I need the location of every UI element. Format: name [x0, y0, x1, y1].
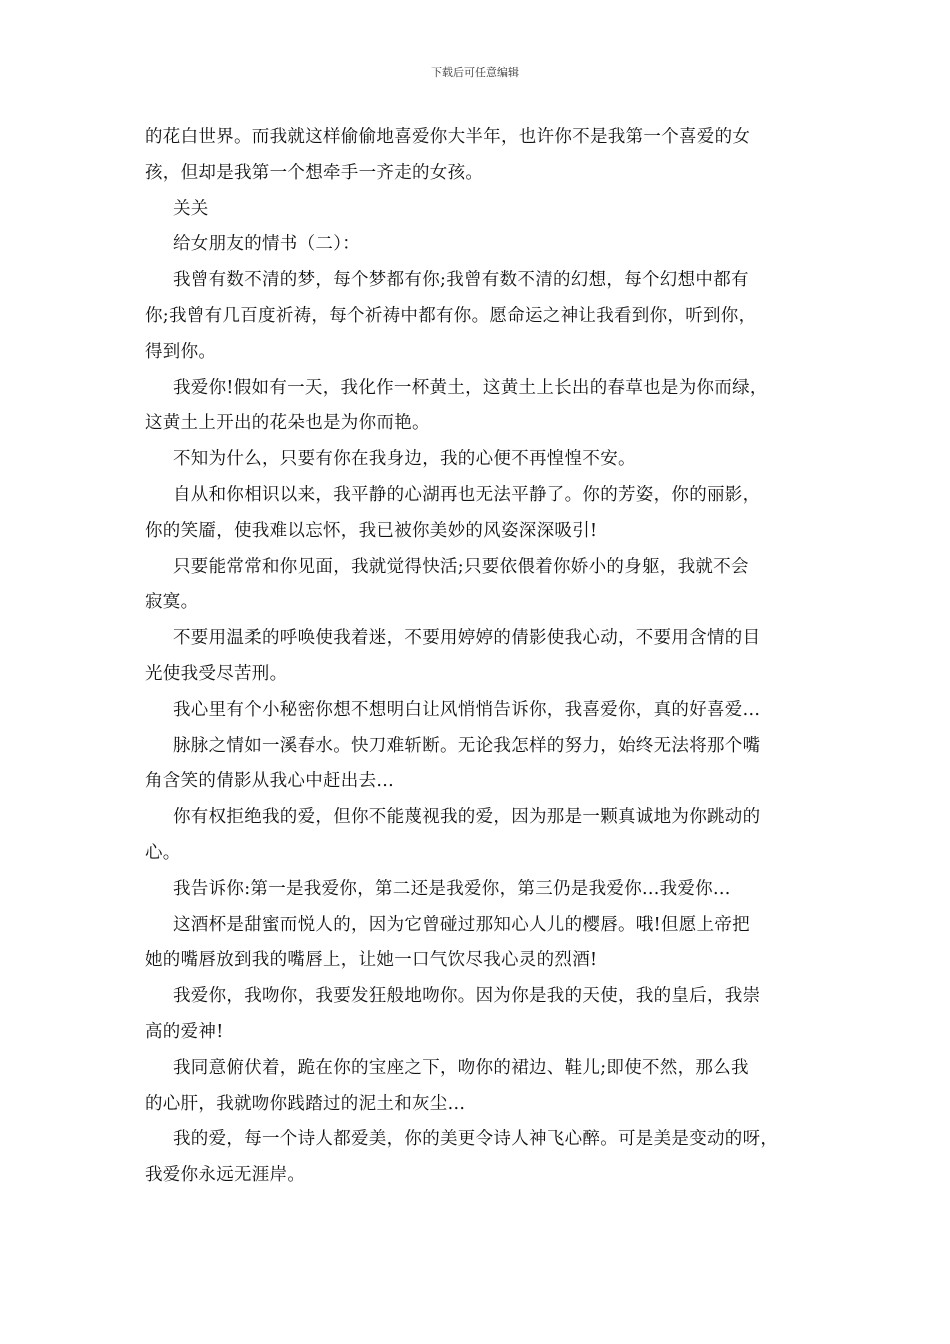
text-line: 孩，但却是我第一个想牵手一齐走的女孩。: [145, 162, 484, 183]
text-line: 的心肝，我就吻你践踏过的泥土和灰尘...: [145, 1093, 466, 1114]
text-line: 我曾有数不清的梦，每个梦都有你;我曾有数不清的幻想，每个幻想中都有: [173, 270, 749, 291]
text-line: 这黄土上开出的花朵也是为你而艳。: [145, 413, 430, 434]
text-line: 我爱你永远无涯岸。: [145, 1165, 306, 1186]
text-line: 的花白世界。而我就这样偷偷地喜爱你大半年，也许你不是我第一个喜爱的女: [145, 127, 751, 147]
text-line: 你的笑靥，使我难以忘怀，我已被你美妙的风姿深深吸引!: [145, 520, 598, 541]
text-line: 只要能常常和你见面，我就觉得快活;只要依偎着你娇小的身躯，我就不会: [173, 556, 749, 577]
text-line: 不知为什么，只要有你在我身边，我的心便不再惶惶不安。: [173, 449, 636, 470]
text-line: 自从和你相识以来，我平静的心湖再也无法平静了。你的芳姿，你的丽影，: [173, 484, 761, 505]
text-line: 我告诉你:第一是我爱你，第二还是我爱你，第三仍是我爱你...我爱你...: [173, 878, 731, 899]
text-line: 得到你。: [145, 341, 217, 362]
text-line: 这酒杯是甜蜜而悦人的，因为它曾碰过那知心人儿的樱唇。哦!但愿上帝把: [173, 914, 750, 935]
signature: 关关: [173, 198, 209, 219]
text-line: 我同意俯伏着，跪在你的宝座之下，吻你的裙边、鞋儿;即使不然，那么我: [173, 1057, 749, 1078]
text-line: 心。: [145, 842, 181, 863]
text-line: 光使我受尽苦刑。: [145, 663, 288, 684]
text-line: 我的爱，每一个诗人都爱美，你的美更令诗人神飞心醉。可是美是变动的呀，: [173, 1129, 779, 1150]
text-line: 高的爱神!: [145, 1021, 224, 1042]
document-body: [145, 120, 815, 1194]
text-line: 她的嘴唇放到我的嘴唇上，让她一口气饮尽我心灵的烈酒!: [145, 950, 598, 971]
text-line: 我心里有个小秘密你想不想明白让风悄悄告诉你，我喜爱你，真的好喜爱...: [173, 699, 761, 720]
page-header: 下载后可任意编辑: [431, 66, 519, 79]
text-line: 你;我曾有几百度祈祷，每个祈祷中都有你。愿命运之神让我看到你，听到你，: [145, 305, 757, 326]
text-line: 不要用温柔的呼唤使我着迷，不要用婷婷的倩影使我心动，不要用含情的目: [173, 628, 761, 649]
text-line: 我爱你，我吻你，我要发狂般地吻你。因为你是我的天使，我的皇后，我崇: [173, 986, 761, 1007]
text-line: 角含笑的倩影从我心中赶出去...: [145, 771, 394, 792]
text-line: 寂寞。: [145, 592, 199, 613]
text-line: 你有权拒绝我的爱，但你不能蔑视我的爱，因为那是一颗真诚地为你跳动的: [173, 807, 761, 828]
text-line: 脉脉之情如一溪春水。快刀难斩断。无论我怎样的努力，始终无法将那个嘴: [173, 735, 761, 756]
section-heading: 给女朋友的情书（二）：: [173, 234, 361, 255]
text-line: 我爱你!假如有一天，我化作一杯黄土，这黄土上长出的春草也是为你而绿，: [173, 377, 768, 398]
